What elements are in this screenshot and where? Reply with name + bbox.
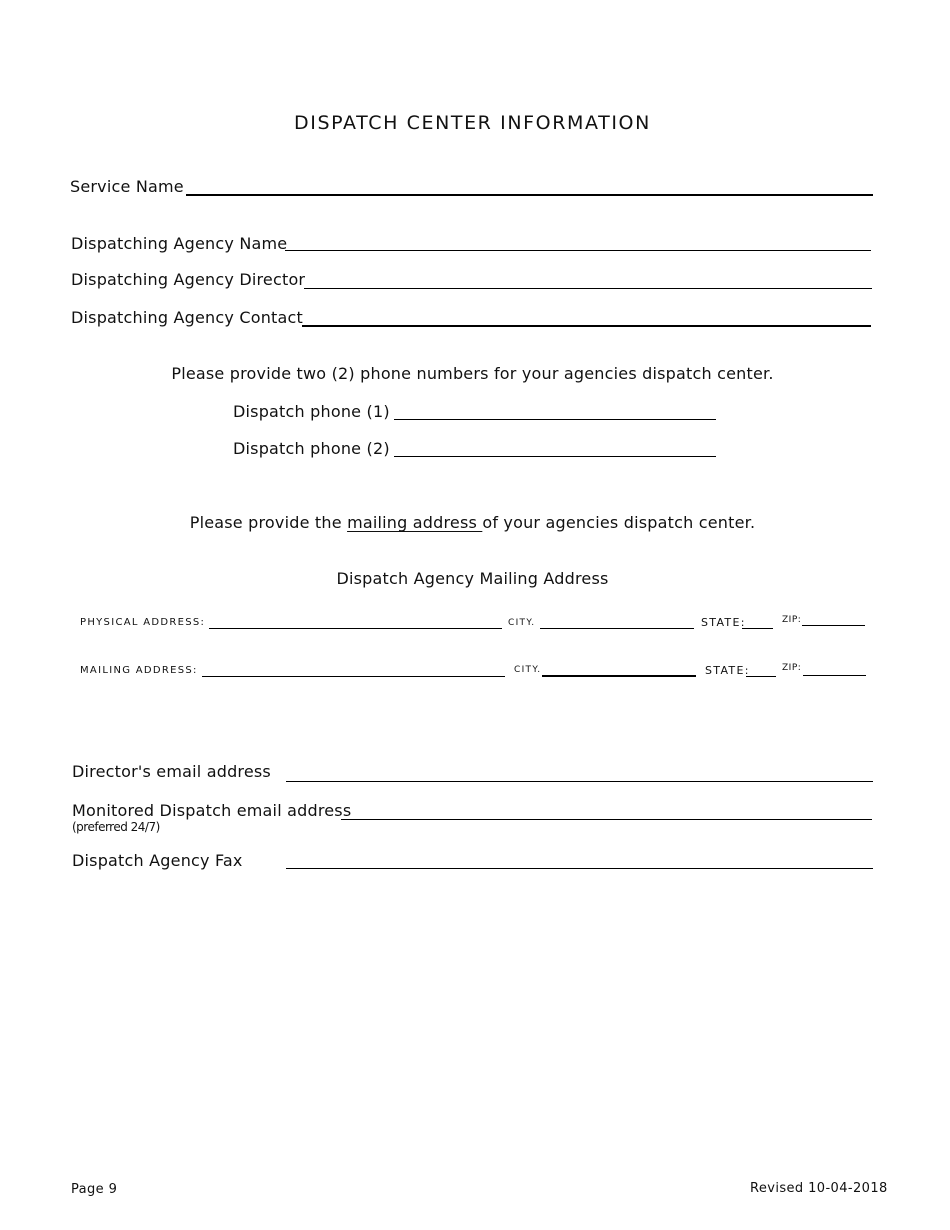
physical-city-label: CITY. bbox=[508, 618, 536, 628]
agency-contact-label: Dispatching Agency Contact bbox=[71, 308, 303, 327]
mailing-zip-field[interactable] bbox=[803, 675, 866, 676]
mailing-prompt-underlined: mailing address bbox=[347, 513, 483, 532]
agency-name-field[interactable] bbox=[285, 250, 871, 251]
mailing-prompt-after: of your agencies dispatch center. bbox=[482, 513, 756, 532]
mailing-state-label: STATE: bbox=[705, 664, 750, 677]
monitored-email-field[interactable] bbox=[341, 819, 872, 820]
agency-director-label: Dispatching Agency Director bbox=[71, 270, 306, 289]
mailing-state-field[interactable] bbox=[746, 676, 776, 677]
physical-address-label: PHYSICAL ADDRESS: bbox=[80, 617, 206, 628]
physical-address-field[interactable] bbox=[209, 628, 502, 629]
phone2-label: Dispatch phone (2) bbox=[233, 439, 390, 458]
page-title: DISPATCH CENTER INFORMATION bbox=[294, 112, 651, 134]
agency-name-label: Dispatching Agency Name bbox=[71, 234, 288, 253]
monitored-email-label: Monitored Dispatch email address bbox=[72, 801, 352, 820]
phone1-field[interactable] bbox=[394, 419, 716, 420]
mailing-prompt-before: Please provide the bbox=[189, 513, 348, 532]
revised-date: Revised 10-04-2018 bbox=[750, 1181, 888, 1196]
mailing-address-field[interactable] bbox=[202, 676, 505, 677]
agency-fax-label: Dispatch Agency Fax bbox=[72, 851, 243, 870]
mailing-city-label: CITY. bbox=[514, 665, 542, 675]
physical-zip-field[interactable] bbox=[802, 625, 865, 626]
monitored-email-note: (preferred 24/7) bbox=[72, 820, 160, 834]
phone-prompt: Please provide two (2) phone numbers for your agencies dispatch center. bbox=[171, 364, 774, 383]
service-name-field[interactable] bbox=[186, 194, 873, 196]
phone2-field[interactable] bbox=[394, 456, 716, 457]
physical-state-field[interactable] bbox=[742, 628, 773, 629]
service-name-label: Service Name bbox=[70, 177, 184, 196]
mailing-address-label: MAILING ADDRESS: bbox=[80, 665, 198, 676]
mailing-prompt bbox=[0, 513, 945, 532]
director-email-field[interactable] bbox=[286, 781, 873, 782]
agency-fax-field[interactable] bbox=[286, 868, 873, 869]
mailing-heading: Dispatch Agency Mailing Address bbox=[336, 569, 609, 588]
director-email-label: Director's email address bbox=[72, 762, 271, 781]
physical-state-label: STATE: bbox=[701, 616, 746, 629]
page-number: Page 9 bbox=[71, 1182, 118, 1197]
phone1-label: Dispatch phone (1) bbox=[233, 402, 390, 421]
physical-city-field[interactable] bbox=[540, 628, 694, 629]
mailing-zip-label: ZIP: bbox=[782, 663, 802, 673]
mailing-city-field[interactable] bbox=[542, 675, 696, 677]
physical-zip-label: ZIP: bbox=[782, 615, 802, 625]
agency-director-field[interactable] bbox=[304, 288, 872, 289]
agency-contact-field[interactable] bbox=[302, 325, 871, 327]
